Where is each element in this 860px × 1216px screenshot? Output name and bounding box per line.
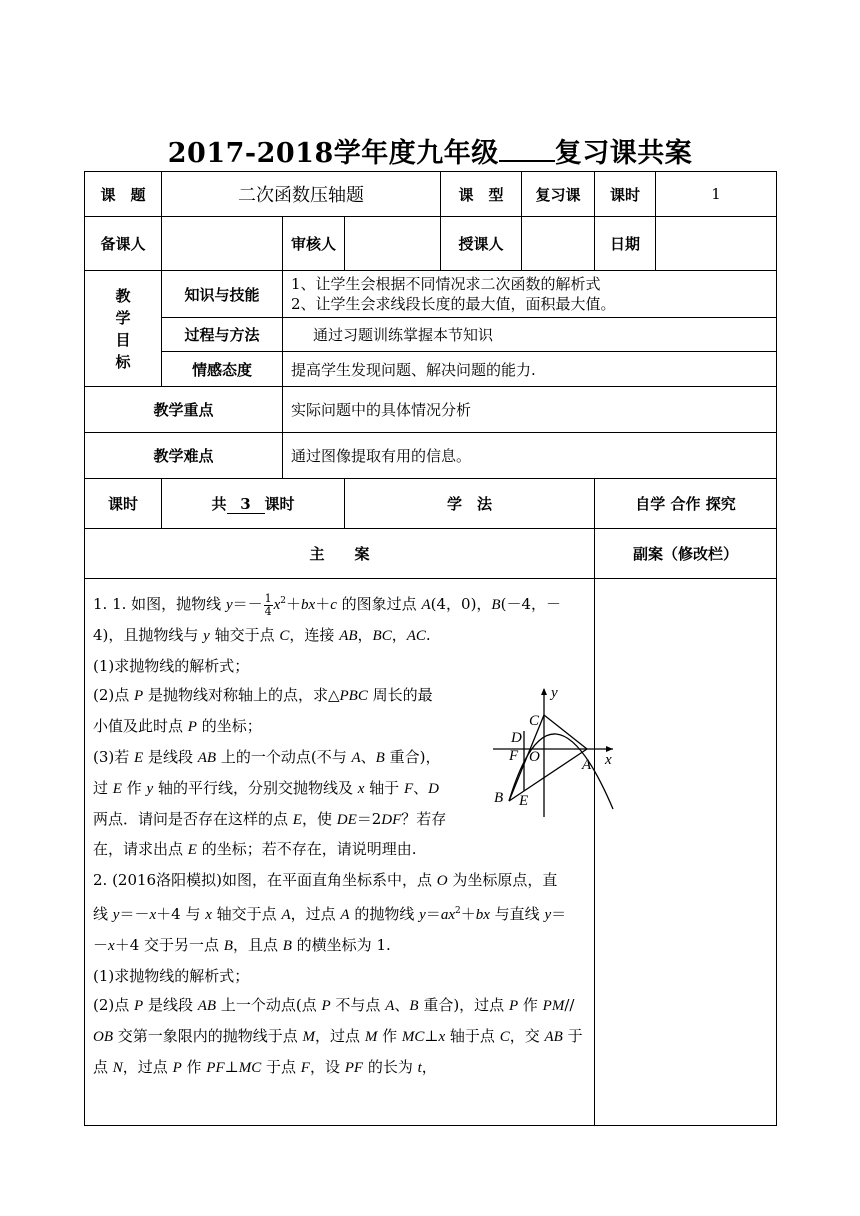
problem-2-q1: (1)求抛物线的解析式； — [93, 966, 250, 985]
fig-label-O: O — [529, 749, 540, 765]
period-value: 1 — [656, 172, 777, 217]
focus-label: 教学重点 — [85, 387, 283, 433]
topic-label: 课 题 — [85, 172, 162, 217]
difficulty-value: 通过图像提取有用的信息。 — [283, 433, 777, 479]
problem-1-stem: 1. 1. 如图，抛物线 y＝－ $\frac{1}{4}$ $x^2+bx+c$ 的图象过点 A(4，0)，B(－4，－ — [93, 591, 561, 618]
fig-label-F: F — [509, 748, 519, 764]
main-plan-content: 1. 1. 如图，抛物线 y＝－ $\frac{1}{4}$ $x^2+bx+c$ 的图象过点 A(4，0)，B(－4，－ 4)，且抛物线与 y 轴交于点 C，连接 AB，BC，AC. (1)求抛物线的解析式； (2)点 P 是抛物线对称轴上的点，求△PBC 周长的最 小值及此时点 P 的坐标； (3)若 E 是线段 AB 上的一个动点(不与 A、B 重合)， 过 E 作 y 轴的平行线，分别交抛物线及 x 轴于 F、D 两点．请问是否存在这样的点 E，使 DE＝2DF？若存 在，请求出点 E 的坐标；若不存在，请说明理由. 2. (2016洛阳模拟)如图，在平面直角坐标系中，点 O 为坐标原点，直 线 y＝－x＋4 与 x 轴交于点 A，过点 A 的抛物线 $y=ax^2+bx$ 与直线 y＝ －x＋4 交于另一点 B，且点 B 的横坐标为 1. (1)求抛物线的解析式； (2)点 P 是线段 AB 上一个动点(点 P 不与点 A、B 重合)，过点 P 作 PM// OB 交第一象限内的抛物线于点 M，过点 M 作 MC⊥x 轴于点 C，交 AB 于 点 N，过点 P 作 PF⊥MC 于点 F，设 PF 的长为 t， y x C D F O A B E — [85, 579, 595, 1126]
goal-knowledge-value: 1、让学生会根据不同情况求二次函数的解析式 2、让学生会求线段长度的最大值，面积最大值。 — [283, 271, 777, 318]
date-value — [656, 217, 777, 271]
review-value — [345, 217, 441, 271]
type-label: 课 型 — [441, 172, 522, 217]
main-plan-header: 主 案 — [85, 529, 595, 579]
hours-total-value: 3 — [227, 495, 265, 514]
goal-attitude-value: 提高学生发现问题、解决问题的能力. — [283, 352, 777, 387]
hours-total: 共 3 课时 — [162, 479, 345, 529]
problem-2-stem: 2. (2016洛阳模拟)如图，在平面直角坐标系中，点 O 为坐标原点，直 — [93, 871, 558, 890]
page-title: 2017-2018学年度九年级 复习课共案 — [167, 138, 693, 169]
date-label: 日期 — [595, 217, 656, 271]
goal-knowledge-label: 知识与技能 — [162, 271, 283, 318]
problem-1-q1: (1)求抛物线的解析式； — [93, 656, 250, 675]
fig-label-A: A — [582, 757, 592, 773]
teaching-goals-label: 教 学 目 标 — [85, 271, 162, 387]
problem-1-q3: (3)若 E 是线段 AB 上的一个动点(不与 A、B 重合)， — [93, 747, 441, 766]
teach-label: 授课人 — [441, 217, 522, 271]
prep-label: 备课人 — [85, 217, 162, 271]
fig-label-y: y — [551, 685, 558, 701]
difficulty-label: 教学难点 — [85, 433, 283, 479]
hours-label: 课时 — [85, 479, 162, 529]
focus-value: 实际问题中的具体情况分析 — [283, 387, 777, 433]
method-label: 学 法 — [345, 479, 595, 529]
topic-value: 二次函数压轴题 — [162, 172, 441, 217]
prep-value — [162, 217, 283, 271]
parabola-figure — [491, 685, 621, 819]
fig-label-E: E — [519, 793, 529, 809]
problem-2-q2: (2)点 P 是线段 AB 上一个动点(点 P 不与点 A、B 重合)，过点 P 作 PM// — [93, 996, 575, 1015]
review-label: 审核人 — [283, 217, 345, 271]
problem-1-q2: (2)点 P 是抛物线对称轴上的点，求△PBC 周长的最 — [93, 686, 433, 705]
side-plan-content — [595, 579, 777, 1126]
teach-value — [522, 217, 595, 271]
method-value: 自学 合作 探究 — [595, 479, 777, 529]
fig-label-C: C — [529, 713, 540, 729]
fig-label-B: B — [494, 790, 504, 806]
title-blank — [499, 138, 555, 162]
side-plan-header: 副案（修改栏） — [595, 529, 777, 579]
fig-label-x: x — [605, 752, 612, 768]
goal-process-label: 过程与方法 — [162, 318, 283, 352]
goal-attitude-label: 情感态度 — [162, 352, 283, 387]
period-label: 课时 — [595, 172, 656, 217]
goal-process-value: 通过习题训练掌握本节知识 — [283, 318, 777, 352]
fig-label-D: D — [511, 730, 522, 746]
type-value: 复习课 — [522, 172, 595, 217]
lesson-plan-table — [84, 171, 777, 1126]
